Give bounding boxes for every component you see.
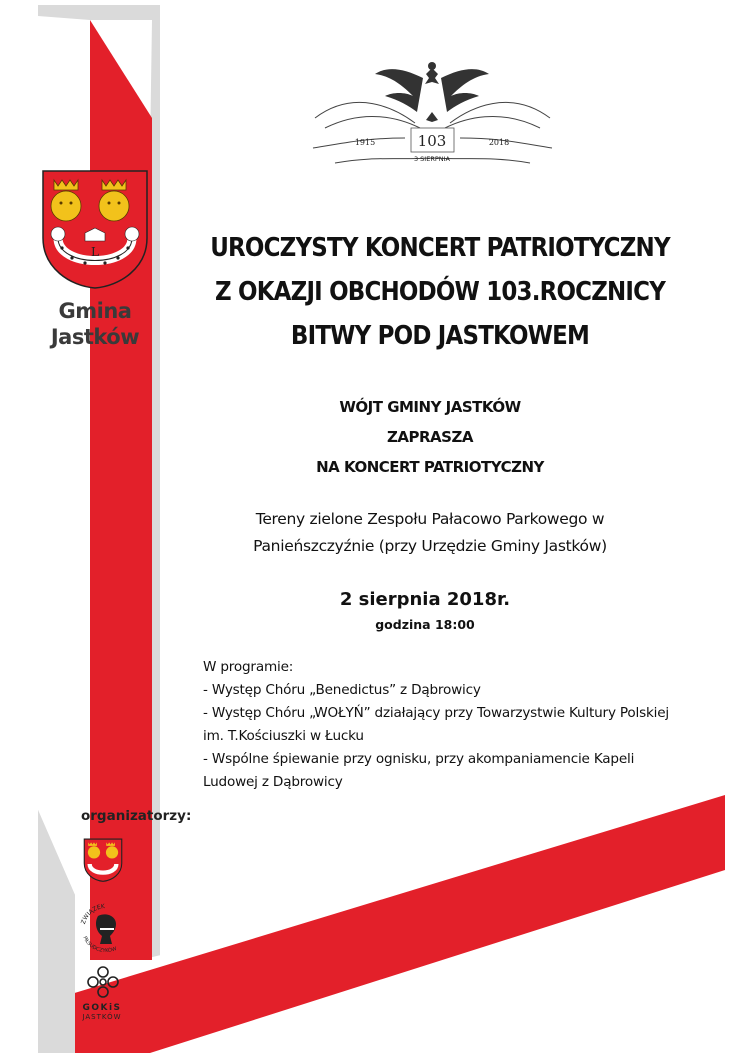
title-line: BITWY POD JASTKOWEM	[290, 321, 590, 351]
gmina-line2: Jastków	[50, 325, 140, 349]
invitation	[230, 392, 630, 482]
gmina-coat-of-arms	[40, 168, 150, 290]
invite-line: ZAPRASZA	[387, 428, 473, 446]
event-title	[179, 226, 701, 358]
date-caption: 3 SIERPNIA	[413, 155, 451, 163]
invite-line: NA KONCERT PATRIOTYCZNY	[316, 458, 544, 476]
gmina-small-logo	[83, 838, 123, 882]
program-line: - Występ Chóru „WOŁYŃ” działający przy Towarzystwie Kultury Polskiej	[203, 705, 669, 721]
title-line: UROCZYSTY KONCERT PATRIOTYCZNY	[210, 233, 670, 263]
pilsudski-portrait-icon	[96, 914, 116, 944]
invite-line: WÓJT GMINY JASTKÓW	[339, 398, 521, 416]
gokis-logo-text	[72, 1004, 132, 1022]
svg-text:L: L	[91, 245, 99, 259]
gokis-line1: GOKiS	[82, 1003, 122, 1013]
program-line: Ludowej z Dąbrowicy	[203, 774, 343, 790]
event-hour: godzina 18:00	[375, 617, 475, 632]
program-line: - Wspólne śpiewanie przy ognisku, przy akompaniamencie Kapeli	[203, 751, 635, 767]
gokis-emblem	[86, 965, 120, 1003]
organizers-label: organizatorzy:	[81, 808, 192, 824]
zwiazek-pilsudczykow-logo	[76, 900, 136, 954]
gmina-logo-text	[40, 298, 150, 350]
anniversary-emblem	[305, 48, 560, 178]
program-heading: W programie:	[203, 659, 294, 675]
anniversary-number: 103	[417, 132, 447, 150]
zwiazek-arc-bottom: PIŁSUDCZYKÓW	[81, 935, 118, 954]
year-right: 2018	[488, 138, 510, 147]
year-left: 1915	[354, 138, 376, 147]
gmina-line1: Gmina	[58, 299, 132, 323]
gokis-line2: JASTKÓW	[82, 1013, 122, 1021]
eagle-icon	[375, 62, 489, 122]
event-date: 2 sierpnia 2018r.	[339, 589, 511, 610]
program-line: im. T.Kościuszki w Łucku	[203, 728, 364, 744]
program-line: - Występ Chóru „Benedictus” z Dąbrowicy	[203, 682, 481, 698]
gokis-cross-icon	[88, 967, 118, 997]
place-line: Panieńszczyźnie (przy Urzędzie Gminy Jastków)	[253, 537, 607, 555]
program	[203, 656, 723, 794]
title-line: Z OKAZJI OBCHODÓW 103.ROCZNICY	[214, 277, 666, 307]
event-place	[200, 506, 660, 560]
place-line: Tereny zielone Zespołu Pałacowo Parkowego w	[255, 510, 605, 528]
zwiazek-arc-top: ZWIĄZEK	[79, 902, 106, 926]
